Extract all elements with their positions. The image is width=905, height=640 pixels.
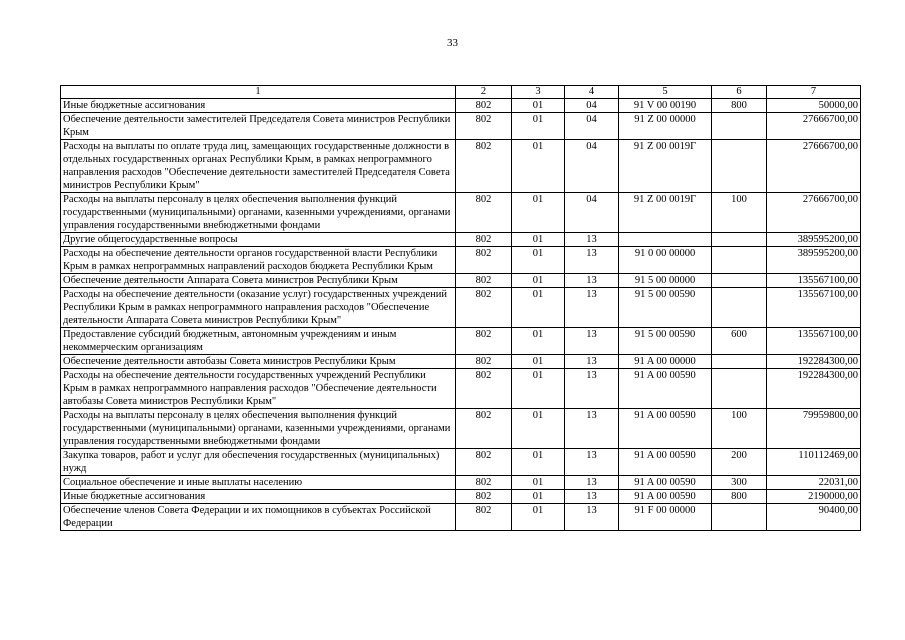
header-cell: 1 — [61, 86, 456, 99]
row-code-cell: 802 — [456, 476, 512, 490]
row-amount-cell: 22031,00 — [767, 476, 861, 490]
row-name-cell: Иные бюджетные ассигнования — [61, 490, 456, 504]
row-code-cell: 802 — [456, 288, 512, 328]
row-code-cell: 802 — [456, 247, 512, 274]
row-amount-cell: 135567100,00 — [767, 274, 861, 288]
table-row — [61, 504, 861, 531]
row-code-cell: 802 — [456, 233, 512, 247]
row-name-cell: Обеспечение деятельности заместителей Председателя Совета министров Республики Крым — [61, 113, 456, 140]
row-subsection-cell: 13 — [565, 233, 619, 247]
row-target-article-cell: 91 0 00 00000 — [619, 247, 712, 274]
row-expense-type-cell — [712, 369, 767, 409]
row-target-article-cell: 91 A 00 00590 — [619, 476, 712, 490]
row-amount-cell: 135567100,00 — [767, 328, 861, 355]
row-code-cell: 802 — [456, 490, 512, 504]
row-name-cell: Расходы на выплаты персоналу в целях обеспечения выполнения функций государственными (муниципальными) органами, казенными учреждениями, органами управления государственными внебюджетными фондами — [61, 409, 456, 449]
table-row — [61, 490, 861, 504]
budget-table — [60, 85, 861, 531]
row-name-cell: Расходы на обеспечение деятельности органов государственной власти Республики Крым в рамках непрограммных направлений расходов бюджета Республики Крым — [61, 247, 456, 274]
row-section-cell: 01 — [512, 140, 565, 193]
row-expense-type-cell: 100 — [712, 193, 767, 233]
row-section-cell: 01 — [512, 476, 565, 490]
row-subsection-cell: 13 — [565, 355, 619, 369]
row-code-cell: 802 — [456, 328, 512, 355]
row-target-article-cell: 91 A 00 00590 — [619, 409, 712, 449]
row-target-article-cell: 91 A 00 00590 — [619, 449, 712, 476]
row-section-cell: 01 — [512, 233, 565, 247]
table-row — [61, 99, 861, 113]
header-cell: 2 — [456, 86, 512, 99]
row-subsection-cell: 04 — [565, 140, 619, 193]
table-row — [61, 328, 861, 355]
row-target-article-cell: 91 5 00 00000 — [619, 274, 712, 288]
row-section-cell: 01 — [512, 274, 565, 288]
row-amount-cell: 389595200,00 — [767, 233, 861, 247]
table-row — [61, 355, 861, 369]
row-target-article-cell: 91 F 00 00000 — [619, 504, 712, 531]
row-expense-type-cell — [712, 233, 767, 247]
row-amount-cell: 27666700,00 — [767, 193, 861, 233]
row-amount-cell: 192284300,00 — [767, 369, 861, 409]
row-section-cell: 01 — [512, 355, 565, 369]
header-cell: 3 — [512, 86, 565, 99]
row-section-cell: 01 — [512, 99, 565, 113]
row-subsection-cell: 13 — [565, 409, 619, 449]
row-amount-cell: 79959800,00 — [767, 409, 861, 449]
row-subsection-cell: 13 — [565, 328, 619, 355]
row-target-article-cell: 91 A 00 00000 — [619, 355, 712, 369]
row-name-cell: Расходы на выплаты персоналу в целях обеспечения выполнения функций государственными (муниципальными) органами, казенными учреждениями, органами управления государственными внебюджетными фондами — [61, 193, 456, 233]
row-expense-type-cell — [712, 247, 767, 274]
row-expense-type-cell: 200 — [712, 449, 767, 476]
row-code-cell: 802 — [456, 355, 512, 369]
row-subsection-cell: 13 — [565, 476, 619, 490]
row-target-article-cell: 91 5 00 00590 — [619, 288, 712, 328]
table-row — [61, 140, 861, 193]
row-name-cell: Социальное обеспечение и иные выплаты населению — [61, 476, 456, 490]
row-amount-cell: 2190000,00 — [767, 490, 861, 504]
row-expense-type-cell — [712, 140, 767, 193]
table-row — [61, 449, 861, 476]
header-cell: 6 — [712, 86, 767, 99]
row-name-cell: Обеспечение деятельности Аппарата Совета министров Республики Крым — [61, 274, 456, 288]
row-expense-type-cell: 600 — [712, 328, 767, 355]
row-subsection-cell: 13 — [565, 369, 619, 409]
row-section-cell: 01 — [512, 369, 565, 409]
row-target-article-cell: 91 A 00 00590 — [619, 369, 712, 409]
row-subsection-cell: 04 — [565, 99, 619, 113]
table-row — [61, 476, 861, 490]
row-code-cell: 802 — [456, 113, 512, 140]
row-name-cell: Предоставление субсидий бюджетным, автономным учреждениям и иным некоммерческим организациям — [61, 328, 456, 355]
row-code-cell: 802 — [456, 274, 512, 288]
row-amount-cell: 50000,00 — [767, 99, 861, 113]
row-code-cell: 802 — [456, 449, 512, 476]
row-name-cell: Закупка товаров, работ и услуг для обеспечения государственных (муниципальных) нужд — [61, 449, 456, 476]
row-amount-cell: 135567100,00 — [767, 288, 861, 328]
row-code-cell: 802 — [456, 369, 512, 409]
header-cell: 4 — [565, 86, 619, 99]
row-name-cell: Расходы на выплаты по оплате труда лиц, замещающих государственные должности в отдельных государственных органах Республики Крым, в рамках непрограммного направления расходов "Обеспечение деятельности заместителей Председателя Совета министров Республики Крым" — [61, 140, 456, 193]
row-amount-cell: 192284300,00 — [767, 355, 861, 369]
page-number: 33 — [447, 37, 458, 49]
row-expense-type-cell: 800 — [712, 99, 767, 113]
row-name-cell: Иные бюджетные ассигнования — [61, 99, 456, 113]
row-code-cell: 802 — [456, 504, 512, 531]
row-target-article-cell: 91 A 00 00590 — [619, 490, 712, 504]
row-name-cell: Обеспечение деятельности автобазы Совета министров Республики Крым — [61, 355, 456, 369]
row-name-cell: Обеспечение членов Совета Федерации и их помощников в субъектах Российской Федерации — [61, 504, 456, 531]
row-expense-type-cell: 100 — [712, 409, 767, 449]
row-subsection-cell: 13 — [565, 490, 619, 504]
row-section-cell: 01 — [512, 288, 565, 328]
row-section-cell: 01 — [512, 193, 565, 233]
row-expense-type-cell: 300 — [712, 476, 767, 490]
row-name-cell: Другие общегосударственные вопросы — [61, 233, 456, 247]
table-row — [61, 409, 861, 449]
row-section-cell: 01 — [512, 113, 565, 140]
row-section-cell: 01 — [512, 328, 565, 355]
row-amount-cell: 389595200,00 — [767, 247, 861, 274]
row-amount-cell: 27666700,00 — [767, 140, 861, 193]
row-name-cell: Расходы на обеспечение деятельности государственных учреждений Республики Крым в рамках непрограммного направления расходов "Обеспечение деятельности автобазы Совета министров Республики Крым" — [61, 369, 456, 409]
row-target-article-cell: 91 Z 00 0019Г — [619, 193, 712, 233]
row-section-cell: 01 — [512, 247, 565, 274]
table-row — [61, 369, 861, 409]
row-expense-type-cell — [712, 355, 767, 369]
table-row — [61, 113, 861, 140]
row-target-article-cell — [619, 233, 712, 247]
row-subsection-cell: 13 — [565, 449, 619, 476]
row-subsection-cell: 04 — [565, 113, 619, 140]
header-row — [61, 86, 861, 99]
row-amount-cell: 110112469,00 — [767, 449, 861, 476]
row-section-cell: 01 — [512, 449, 565, 476]
row-section-cell: 01 — [512, 409, 565, 449]
header-cell: 7 — [767, 86, 861, 99]
row-code-cell: 802 — [456, 193, 512, 233]
table-row — [61, 274, 861, 288]
row-expense-type-cell — [712, 504, 767, 531]
table-row — [61, 247, 861, 274]
row-target-article-cell: 91 5 00 00590 — [619, 328, 712, 355]
row-subsection-cell: 13 — [565, 504, 619, 531]
row-name-cell: Расходы на обеспечение деятельности (оказание услуг) государственных учреждений Республики Крым в рамках непрограммного направления расходов "Обеспечение деятельности Аппарата Совета министров Республики Крым" — [61, 288, 456, 328]
row-expense-type-cell — [712, 113, 767, 140]
row-target-article-cell: 91 Z 00 00000 — [619, 113, 712, 140]
row-expense-type-cell: 800 — [712, 490, 767, 504]
row-expense-type-cell — [712, 274, 767, 288]
row-amount-cell: 27666700,00 — [767, 113, 861, 140]
table-row — [61, 233, 861, 247]
row-section-cell: 01 — [512, 490, 565, 504]
row-code-cell: 802 — [456, 409, 512, 449]
row-subsection-cell: 13 — [565, 288, 619, 328]
row-section-cell: 01 — [512, 504, 565, 531]
row-subsection-cell: 13 — [565, 247, 619, 274]
row-subsection-cell: 04 — [565, 193, 619, 233]
row-expense-type-cell — [712, 288, 767, 328]
row-code-cell: 802 — [456, 99, 512, 113]
row-amount-cell: 90400,00 — [767, 504, 861, 531]
row-target-article-cell: 91 Z 00 0019Г — [619, 140, 712, 193]
header-cell: 5 — [619, 86, 712, 99]
row-target-article-cell: 91 V 00 00190 — [619, 99, 712, 113]
table-row — [61, 288, 861, 328]
row-subsection-cell: 13 — [565, 274, 619, 288]
table-row — [61, 193, 861, 233]
row-code-cell: 802 — [456, 140, 512, 193]
